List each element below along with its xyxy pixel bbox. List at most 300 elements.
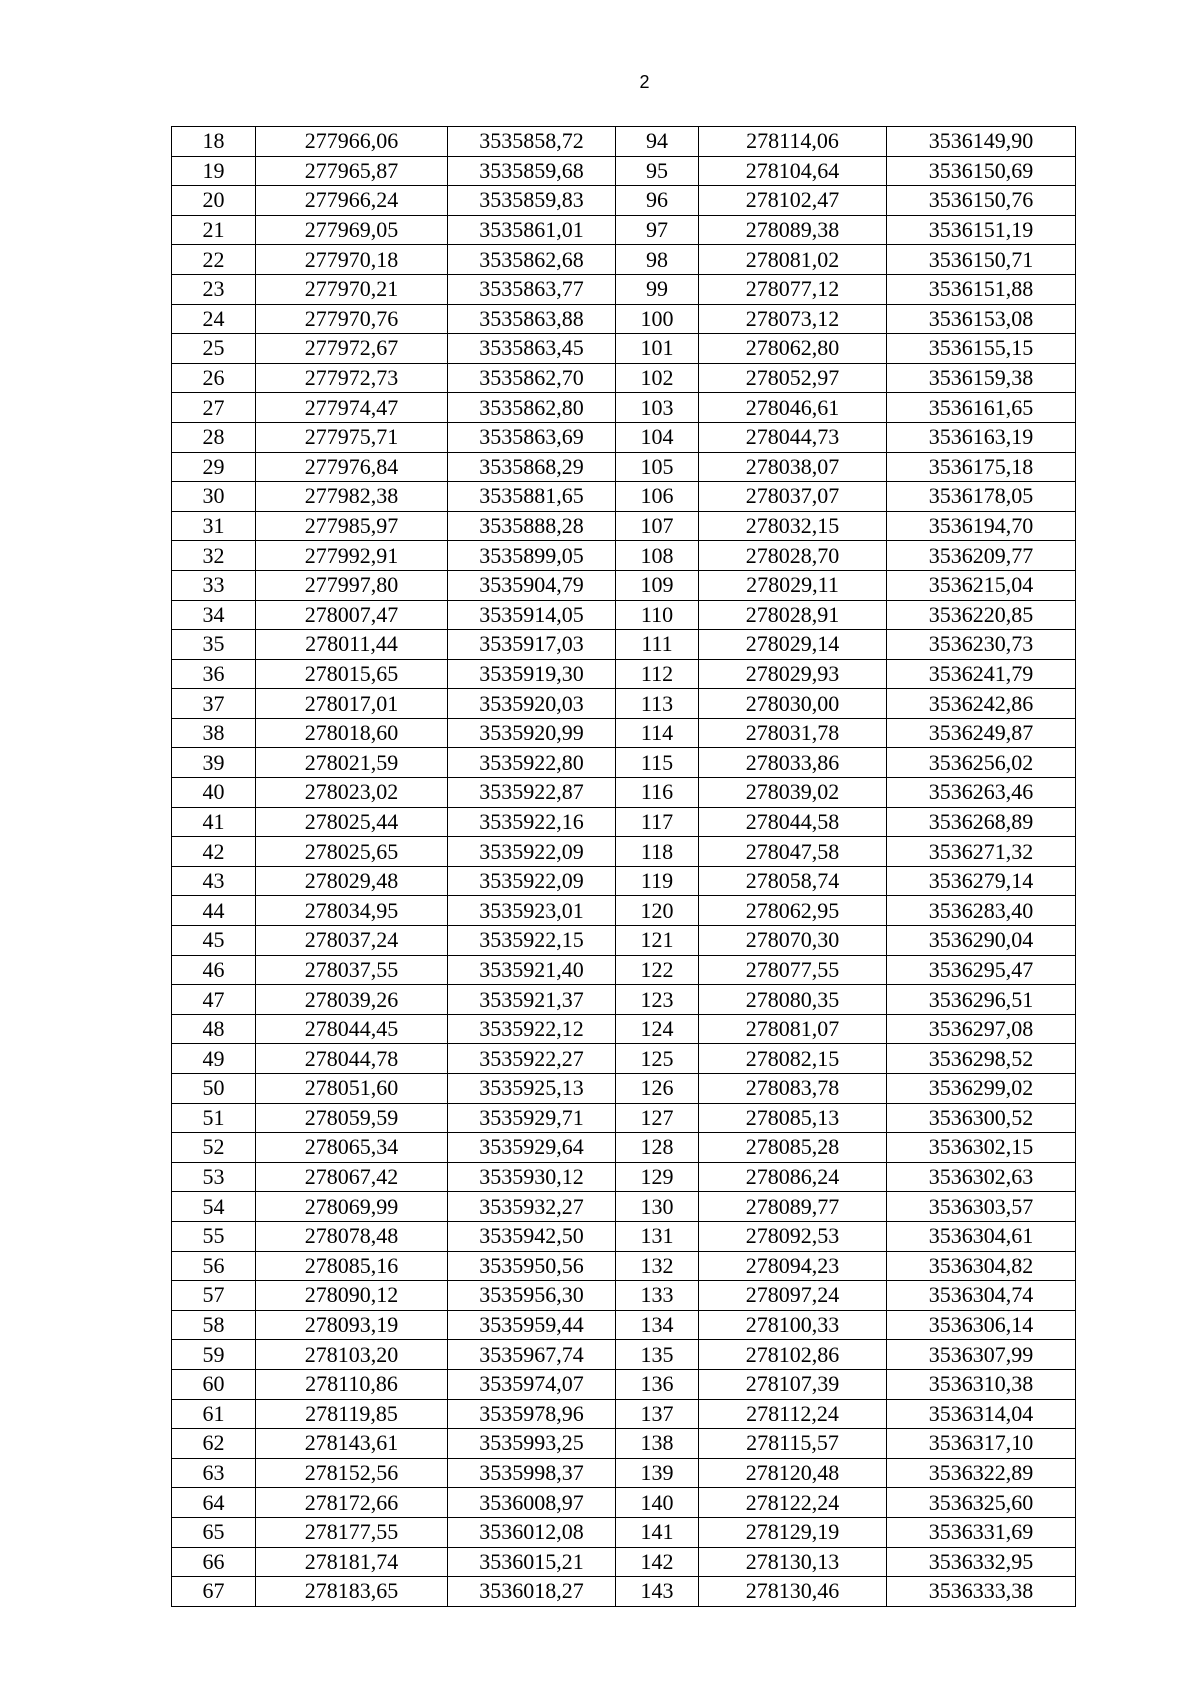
point-number-cell: 34 bbox=[172, 600, 256, 630]
y-coordinate-cell: 3536159,38 bbox=[887, 363, 1076, 393]
x-coordinate-cell: 278089,77 bbox=[699, 1192, 887, 1222]
point-number-cell: 22 bbox=[172, 245, 256, 275]
y-coordinate-cell: 3535888,28 bbox=[448, 511, 616, 541]
table-row bbox=[172, 482, 1076, 512]
point-number-cell: 20 bbox=[172, 186, 256, 216]
y-coordinate-cell: 3536268,89 bbox=[887, 807, 1076, 837]
point-number-cell: 53 bbox=[172, 1162, 256, 1192]
y-coordinate-cell: 3536300,52 bbox=[887, 1103, 1076, 1133]
table-row bbox=[172, 896, 1076, 926]
point-number-cell: 33 bbox=[172, 570, 256, 600]
x-coordinate-cell: 278130,13 bbox=[699, 1547, 887, 1577]
x-coordinate-cell: 278032,15 bbox=[699, 511, 887, 541]
x-coordinate-cell: 278030,00 bbox=[699, 689, 887, 719]
point-number-cell: 134 bbox=[616, 1310, 699, 1340]
point-number-cell: 98 bbox=[616, 245, 699, 275]
point-number-cell: 132 bbox=[616, 1251, 699, 1281]
point-number-cell: 100 bbox=[616, 304, 699, 334]
point-number-cell: 47 bbox=[172, 985, 256, 1015]
coordinates-table bbox=[171, 126, 1076, 1607]
y-coordinate-cell: 3535922,12 bbox=[448, 1014, 616, 1044]
point-number-cell: 138 bbox=[616, 1429, 699, 1459]
y-coordinate-cell: 3536249,87 bbox=[887, 718, 1076, 748]
y-coordinate-cell: 3536307,99 bbox=[887, 1340, 1076, 1370]
y-coordinate-cell: 3535922,09 bbox=[448, 837, 616, 867]
y-coordinate-cell: 3536332,95 bbox=[887, 1547, 1076, 1577]
y-coordinate-cell: 3536317,10 bbox=[887, 1429, 1076, 1459]
x-coordinate-cell: 278114,06 bbox=[699, 127, 887, 157]
y-coordinate-cell: 3535950,56 bbox=[448, 1251, 616, 1281]
point-number-cell: 130 bbox=[616, 1192, 699, 1222]
x-coordinate-cell: 278029,14 bbox=[699, 630, 887, 660]
x-coordinate-cell: 278077,12 bbox=[699, 274, 887, 304]
x-coordinate-cell: 278078,48 bbox=[256, 1221, 448, 1251]
x-coordinate-cell: 277982,38 bbox=[256, 482, 448, 512]
y-coordinate-cell: 3535899,05 bbox=[448, 541, 616, 571]
table-row bbox=[172, 245, 1076, 275]
y-coordinate-cell: 3535929,64 bbox=[448, 1133, 616, 1163]
y-coordinate-cell: 3536155,15 bbox=[887, 334, 1076, 364]
y-coordinate-cell: 3535932,27 bbox=[448, 1192, 616, 1222]
y-coordinate-cell: 3536290,04 bbox=[887, 926, 1076, 956]
y-coordinate-cell: 3535862,70 bbox=[448, 363, 616, 393]
point-number-cell: 95 bbox=[616, 156, 699, 186]
table-row bbox=[172, 926, 1076, 956]
point-number-cell: 121 bbox=[616, 926, 699, 956]
table-row bbox=[172, 215, 1076, 245]
point-number-cell: 108 bbox=[616, 541, 699, 571]
table-row bbox=[172, 1133, 1076, 1163]
x-coordinate-cell: 278177,55 bbox=[256, 1517, 448, 1547]
y-coordinate-cell: 3536304,74 bbox=[887, 1281, 1076, 1311]
x-coordinate-cell: 278102,86 bbox=[699, 1340, 887, 1370]
x-coordinate-cell: 278037,55 bbox=[256, 955, 448, 985]
point-number-cell: 32 bbox=[172, 541, 256, 571]
x-coordinate-cell: 278007,47 bbox=[256, 600, 448, 630]
table-row bbox=[172, 541, 1076, 571]
x-coordinate-cell: 277970,76 bbox=[256, 304, 448, 334]
point-number-cell: 96 bbox=[616, 186, 699, 216]
x-coordinate-cell: 278044,45 bbox=[256, 1014, 448, 1044]
point-number-cell: 27 bbox=[172, 393, 256, 423]
y-coordinate-cell: 3535956,30 bbox=[448, 1281, 616, 1311]
point-number-cell: 28 bbox=[172, 422, 256, 452]
y-coordinate-cell: 3536150,71 bbox=[887, 245, 1076, 275]
table-row bbox=[172, 570, 1076, 600]
point-number-cell: 114 bbox=[616, 718, 699, 748]
x-coordinate-cell: 278093,19 bbox=[256, 1310, 448, 1340]
table-row bbox=[172, 985, 1076, 1015]
y-coordinate-cell: 3535921,37 bbox=[448, 985, 616, 1015]
point-number-cell: 129 bbox=[616, 1162, 699, 1192]
point-number-cell: 45 bbox=[172, 926, 256, 956]
y-coordinate-cell: 3536296,51 bbox=[887, 985, 1076, 1015]
table-row bbox=[172, 1310, 1076, 1340]
x-coordinate-cell: 277976,84 bbox=[256, 452, 448, 482]
table-row bbox=[172, 1074, 1076, 1104]
table-row bbox=[172, 600, 1076, 630]
point-number-cell: 58 bbox=[172, 1310, 256, 1340]
x-coordinate-cell: 277966,06 bbox=[256, 127, 448, 157]
x-coordinate-cell: 278152,56 bbox=[256, 1458, 448, 1488]
y-coordinate-cell: 3535858,72 bbox=[448, 127, 616, 157]
y-coordinate-cell: 3536263,46 bbox=[887, 778, 1076, 808]
point-number-cell: 40 bbox=[172, 778, 256, 808]
y-coordinate-cell: 3536331,69 bbox=[887, 1517, 1076, 1547]
point-number-cell: 101 bbox=[616, 334, 699, 364]
point-number-cell: 55 bbox=[172, 1221, 256, 1251]
x-coordinate-cell: 278077,55 bbox=[699, 955, 887, 985]
point-number-cell: 127 bbox=[616, 1103, 699, 1133]
y-coordinate-cell: 3536303,57 bbox=[887, 1192, 1076, 1222]
y-coordinate-cell: 3536241,79 bbox=[887, 659, 1076, 689]
y-coordinate-cell: 3535863,45 bbox=[448, 334, 616, 364]
x-coordinate-cell: 278100,33 bbox=[699, 1310, 887, 1340]
x-coordinate-cell: 278094,23 bbox=[699, 1251, 887, 1281]
point-number-cell: 110 bbox=[616, 600, 699, 630]
x-coordinate-cell: 278110,86 bbox=[256, 1369, 448, 1399]
table-row bbox=[172, 718, 1076, 748]
y-coordinate-cell: 3536314,04 bbox=[887, 1399, 1076, 1429]
table-row bbox=[172, 452, 1076, 482]
table-row bbox=[172, 630, 1076, 660]
table-row bbox=[172, 393, 1076, 423]
point-number-cell: 56 bbox=[172, 1251, 256, 1281]
x-coordinate-cell: 278062,80 bbox=[699, 334, 887, 364]
point-number-cell: 38 bbox=[172, 718, 256, 748]
x-coordinate-cell: 278102,47 bbox=[699, 186, 887, 216]
point-number-cell: 97 bbox=[616, 215, 699, 245]
table-row bbox=[172, 837, 1076, 867]
point-number-cell: 143 bbox=[616, 1577, 699, 1607]
y-coordinate-cell: 3535922,16 bbox=[448, 807, 616, 837]
table-row bbox=[172, 866, 1076, 896]
x-coordinate-cell: 278062,95 bbox=[699, 896, 887, 926]
y-coordinate-cell: 3536299,02 bbox=[887, 1074, 1076, 1104]
table-row bbox=[172, 1044, 1076, 1074]
x-coordinate-cell: 278023,02 bbox=[256, 778, 448, 808]
x-coordinate-cell: 278082,15 bbox=[699, 1044, 887, 1074]
x-coordinate-cell: 278129,19 bbox=[699, 1517, 887, 1547]
x-coordinate-cell: 278086,24 bbox=[699, 1162, 887, 1192]
point-number-cell: 139 bbox=[616, 1458, 699, 1488]
y-coordinate-cell: 3536163,19 bbox=[887, 422, 1076, 452]
x-coordinate-cell: 278039,02 bbox=[699, 778, 887, 808]
x-coordinate-cell: 278081,07 bbox=[699, 1014, 887, 1044]
x-coordinate-cell: 278025,44 bbox=[256, 807, 448, 837]
y-coordinate-cell: 3536230,73 bbox=[887, 630, 1076, 660]
point-number-cell: 141 bbox=[616, 1517, 699, 1547]
y-coordinate-cell: 3535859,83 bbox=[448, 186, 616, 216]
y-coordinate-cell: 3535881,65 bbox=[448, 482, 616, 512]
x-coordinate-cell: 278039,26 bbox=[256, 985, 448, 1015]
x-coordinate-cell: 278038,07 bbox=[699, 452, 887, 482]
y-coordinate-cell: 3536306,14 bbox=[887, 1310, 1076, 1340]
point-number-cell: 94 bbox=[616, 127, 699, 157]
point-number-cell: 123 bbox=[616, 985, 699, 1015]
y-coordinate-cell: 3535978,96 bbox=[448, 1399, 616, 1429]
x-coordinate-cell: 278044,58 bbox=[699, 807, 887, 837]
point-number-cell: 39 bbox=[172, 748, 256, 778]
point-number-cell: 106 bbox=[616, 482, 699, 512]
y-coordinate-cell: 3536310,38 bbox=[887, 1369, 1076, 1399]
point-number-cell: 57 bbox=[172, 1281, 256, 1311]
point-number-cell: 112 bbox=[616, 659, 699, 689]
y-coordinate-cell: 3535917,03 bbox=[448, 630, 616, 660]
point-number-cell: 50 bbox=[172, 1074, 256, 1104]
table-row bbox=[172, 156, 1076, 186]
y-coordinate-cell: 3535922,15 bbox=[448, 926, 616, 956]
x-coordinate-cell: 278115,57 bbox=[699, 1429, 887, 1459]
x-coordinate-cell: 277970,18 bbox=[256, 245, 448, 275]
x-coordinate-cell: 278031,78 bbox=[699, 718, 887, 748]
point-number-cell: 49 bbox=[172, 1044, 256, 1074]
x-coordinate-cell: 278034,95 bbox=[256, 896, 448, 926]
x-coordinate-cell: 278120,48 bbox=[699, 1458, 887, 1488]
x-coordinate-cell: 278119,85 bbox=[256, 1399, 448, 1429]
point-number-cell: 137 bbox=[616, 1399, 699, 1429]
point-number-cell: 41 bbox=[172, 807, 256, 837]
y-coordinate-cell: 3536333,38 bbox=[887, 1577, 1076, 1607]
point-number-cell: 140 bbox=[616, 1488, 699, 1518]
point-number-cell: 102 bbox=[616, 363, 699, 393]
table-row bbox=[172, 1192, 1076, 1222]
point-number-cell: 44 bbox=[172, 896, 256, 926]
y-coordinate-cell: 3535904,79 bbox=[448, 570, 616, 600]
point-number-cell: 30 bbox=[172, 482, 256, 512]
x-coordinate-cell: 278085,28 bbox=[699, 1133, 887, 1163]
x-coordinate-cell: 277966,24 bbox=[256, 186, 448, 216]
x-coordinate-cell: 278090,12 bbox=[256, 1281, 448, 1311]
x-coordinate-cell: 278052,97 bbox=[699, 363, 887, 393]
y-coordinate-cell: 3536018,27 bbox=[448, 1577, 616, 1607]
x-coordinate-cell: 278073,12 bbox=[699, 304, 887, 334]
point-number-cell: 103 bbox=[616, 393, 699, 423]
x-coordinate-cell: 277972,73 bbox=[256, 363, 448, 393]
y-coordinate-cell: 3535863,69 bbox=[448, 422, 616, 452]
y-coordinate-cell: 3536242,86 bbox=[887, 689, 1076, 719]
y-coordinate-cell: 3536153,08 bbox=[887, 304, 1076, 334]
x-coordinate-cell: 277970,21 bbox=[256, 274, 448, 304]
x-coordinate-cell: 278112,24 bbox=[699, 1399, 887, 1429]
x-coordinate-cell: 278015,65 bbox=[256, 659, 448, 689]
point-number-cell: 24 bbox=[172, 304, 256, 334]
table-row bbox=[172, 807, 1076, 837]
table-row bbox=[172, 511, 1076, 541]
y-coordinate-cell: 3536161,65 bbox=[887, 393, 1076, 423]
y-coordinate-cell: 3535861,01 bbox=[448, 215, 616, 245]
point-number-cell: 51 bbox=[172, 1103, 256, 1133]
x-coordinate-cell: 278011,44 bbox=[256, 630, 448, 660]
point-number-cell: 64 bbox=[172, 1488, 256, 1518]
x-coordinate-cell: 278143,61 bbox=[256, 1429, 448, 1459]
table-row bbox=[172, 689, 1076, 719]
y-coordinate-cell: 3535859,68 bbox=[448, 156, 616, 186]
table-row bbox=[172, 363, 1076, 393]
point-number-cell: 133 bbox=[616, 1281, 699, 1311]
coordinates-table-body bbox=[172, 127, 1076, 1607]
x-coordinate-cell: 278058,74 bbox=[699, 866, 887, 896]
y-coordinate-cell: 3535922,80 bbox=[448, 748, 616, 778]
x-coordinate-cell: 278044,78 bbox=[256, 1044, 448, 1074]
table-row bbox=[172, 1429, 1076, 1459]
y-coordinate-cell: 3536304,61 bbox=[887, 1221, 1076, 1251]
x-coordinate-cell: 278037,07 bbox=[699, 482, 887, 512]
table-row bbox=[172, 186, 1076, 216]
table-row bbox=[172, 1458, 1076, 1488]
point-number-cell: 54 bbox=[172, 1192, 256, 1222]
y-coordinate-cell: 3536298,52 bbox=[887, 1044, 1076, 1074]
point-number-cell: 60 bbox=[172, 1369, 256, 1399]
x-coordinate-cell: 277997,80 bbox=[256, 570, 448, 600]
point-number-cell: 135 bbox=[616, 1340, 699, 1370]
y-coordinate-cell: 3536178,05 bbox=[887, 482, 1076, 512]
table-row bbox=[172, 1577, 1076, 1607]
x-coordinate-cell: 278047,58 bbox=[699, 837, 887, 867]
x-coordinate-cell: 278028,70 bbox=[699, 541, 887, 571]
y-coordinate-cell: 3535930,12 bbox=[448, 1162, 616, 1192]
point-number-cell: 42 bbox=[172, 837, 256, 867]
point-number-cell: 62 bbox=[172, 1429, 256, 1459]
y-coordinate-cell: 3535920,99 bbox=[448, 718, 616, 748]
point-number-cell: 128 bbox=[616, 1133, 699, 1163]
y-coordinate-cell: 3535868,29 bbox=[448, 452, 616, 482]
x-coordinate-cell: 278083,78 bbox=[699, 1074, 887, 1104]
y-coordinate-cell: 3536215,04 bbox=[887, 570, 1076, 600]
y-coordinate-cell: 3536297,08 bbox=[887, 1014, 1076, 1044]
y-coordinate-cell: 3536150,69 bbox=[887, 156, 1076, 186]
table-row bbox=[172, 1488, 1076, 1518]
x-coordinate-cell: 278029,11 bbox=[699, 570, 887, 600]
y-coordinate-cell: 3535914,05 bbox=[448, 600, 616, 630]
table-row bbox=[172, 1251, 1076, 1281]
x-coordinate-cell: 278051,60 bbox=[256, 1074, 448, 1104]
point-number-cell: 26 bbox=[172, 363, 256, 393]
point-number-cell: 105 bbox=[616, 452, 699, 482]
x-coordinate-cell: 278018,60 bbox=[256, 718, 448, 748]
page-number: 2 bbox=[639, 72, 650, 92]
x-coordinate-cell: 278097,24 bbox=[699, 1281, 887, 1311]
y-coordinate-cell: 3536008,97 bbox=[448, 1488, 616, 1518]
x-coordinate-cell: 277975,71 bbox=[256, 422, 448, 452]
point-number-cell: 109 bbox=[616, 570, 699, 600]
point-number-cell: 125 bbox=[616, 1044, 699, 1074]
x-coordinate-cell: 278172,66 bbox=[256, 1488, 448, 1518]
point-number-cell: 115 bbox=[616, 748, 699, 778]
table-row bbox=[172, 304, 1076, 334]
x-coordinate-cell: 278069,99 bbox=[256, 1192, 448, 1222]
point-number-cell: 29 bbox=[172, 452, 256, 482]
y-coordinate-cell: 3536279,14 bbox=[887, 866, 1076, 896]
x-coordinate-cell: 278029,93 bbox=[699, 659, 887, 689]
point-number-cell: 117 bbox=[616, 807, 699, 837]
y-coordinate-cell: 3536220,85 bbox=[887, 600, 1076, 630]
y-coordinate-cell: 3536151,88 bbox=[887, 274, 1076, 304]
point-number-cell: 18 bbox=[172, 127, 256, 157]
point-number-cell: 122 bbox=[616, 955, 699, 985]
point-number-cell: 59 bbox=[172, 1340, 256, 1370]
y-coordinate-cell: 3535998,37 bbox=[448, 1458, 616, 1488]
point-number-cell: 107 bbox=[616, 511, 699, 541]
point-number-cell: 52 bbox=[172, 1133, 256, 1163]
x-coordinate-cell: 278025,65 bbox=[256, 837, 448, 867]
table-row bbox=[172, 955, 1076, 985]
y-coordinate-cell: 3536322,89 bbox=[887, 1458, 1076, 1488]
point-number-cell: 116 bbox=[616, 778, 699, 808]
x-coordinate-cell: 278080,35 bbox=[699, 985, 887, 1015]
table-row bbox=[172, 334, 1076, 364]
x-coordinate-cell: 278065,34 bbox=[256, 1133, 448, 1163]
x-coordinate-cell: 278037,24 bbox=[256, 926, 448, 956]
y-coordinate-cell: 3535974,07 bbox=[448, 1369, 616, 1399]
point-number-cell: 66 bbox=[172, 1547, 256, 1577]
x-coordinate-cell: 278070,30 bbox=[699, 926, 887, 956]
point-number-cell: 61 bbox=[172, 1399, 256, 1429]
x-coordinate-cell: 278046,61 bbox=[699, 393, 887, 423]
y-coordinate-cell: 3535967,74 bbox=[448, 1340, 616, 1370]
y-coordinate-cell: 3536175,18 bbox=[887, 452, 1076, 482]
x-coordinate-cell: 278092,53 bbox=[699, 1221, 887, 1251]
x-coordinate-cell: 278122,24 bbox=[699, 1488, 887, 1518]
table-row bbox=[172, 1281, 1076, 1311]
point-number-cell: 111 bbox=[616, 630, 699, 660]
point-number-cell: 46 bbox=[172, 955, 256, 985]
point-number-cell: 65 bbox=[172, 1517, 256, 1547]
y-coordinate-cell: 3535921,40 bbox=[448, 955, 616, 985]
point-number-cell: 118 bbox=[616, 837, 699, 867]
x-coordinate-cell: 278044,73 bbox=[699, 422, 887, 452]
x-coordinate-cell: 277965,87 bbox=[256, 156, 448, 186]
table-row bbox=[172, 748, 1076, 778]
x-coordinate-cell: 278059,59 bbox=[256, 1103, 448, 1133]
y-coordinate-cell: 3536012,08 bbox=[448, 1517, 616, 1547]
y-coordinate-cell: 3535959,44 bbox=[448, 1310, 616, 1340]
point-number-cell: 119 bbox=[616, 866, 699, 896]
y-coordinate-cell: 3536209,77 bbox=[887, 541, 1076, 571]
point-number-cell: 113 bbox=[616, 689, 699, 719]
point-number-cell: 36 bbox=[172, 659, 256, 689]
point-number-cell: 136 bbox=[616, 1369, 699, 1399]
point-number-cell: 43 bbox=[172, 866, 256, 896]
table-row bbox=[172, 422, 1076, 452]
table-row bbox=[172, 1221, 1076, 1251]
y-coordinate-cell: 3535919,30 bbox=[448, 659, 616, 689]
y-coordinate-cell: 3535922,87 bbox=[448, 778, 616, 808]
table-row bbox=[172, 1399, 1076, 1429]
x-coordinate-cell: 277985,97 bbox=[256, 511, 448, 541]
x-coordinate-cell: 278103,20 bbox=[256, 1340, 448, 1370]
y-coordinate-cell: 3536015,21 bbox=[448, 1547, 616, 1577]
y-coordinate-cell: 3535862,68 bbox=[448, 245, 616, 275]
y-coordinate-cell: 3536325,60 bbox=[887, 1488, 1076, 1518]
table-row bbox=[172, 1014, 1076, 1044]
point-number-cell: 126 bbox=[616, 1074, 699, 1104]
y-coordinate-cell: 3536304,82 bbox=[887, 1251, 1076, 1281]
x-coordinate-cell: 278104,64 bbox=[699, 156, 887, 186]
point-number-cell: 25 bbox=[172, 334, 256, 364]
point-number-cell: 63 bbox=[172, 1458, 256, 1488]
y-coordinate-cell: 3535942,50 bbox=[448, 1221, 616, 1251]
point-number-cell: 31 bbox=[172, 511, 256, 541]
y-coordinate-cell: 3535922,09 bbox=[448, 866, 616, 896]
x-coordinate-cell: 278085,13 bbox=[699, 1103, 887, 1133]
x-coordinate-cell: 277992,91 bbox=[256, 541, 448, 571]
x-coordinate-cell: 277972,67 bbox=[256, 334, 448, 364]
x-coordinate-cell: 278067,42 bbox=[256, 1162, 448, 1192]
x-coordinate-cell: 278028,91 bbox=[699, 600, 887, 630]
y-coordinate-cell: 3535920,03 bbox=[448, 689, 616, 719]
x-coordinate-cell: 278029,48 bbox=[256, 866, 448, 896]
